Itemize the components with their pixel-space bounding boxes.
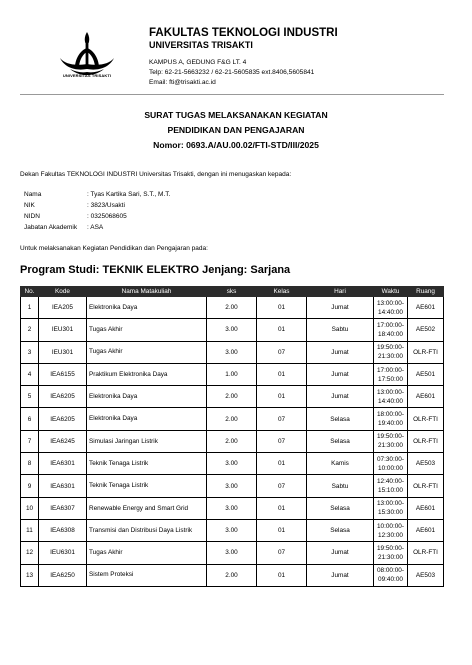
cell-nama: Sistem Proteksi (87, 564, 207, 586)
cell-waktu (374, 564, 408, 586)
schedule-body (21, 297, 444, 587)
col-header-nama: Nama Matakuliah (87, 287, 207, 297)
address: KAMPUS A, GEDUNG F&G LT. 4 (149, 59, 247, 66)
intro-text: Dekan Fakultas TEKNOLOGI INDUSTRI Universitas Trisakti, dengan ini menugaskan kepada: (20, 171, 292, 178)
cell-sks: 3.00 (207, 475, 257, 497)
cell-kode: IEA6205 (39, 408, 87, 430)
document-number: Nomor: 0693.A/AU.00.02/FTI-STD/III/2025 (153, 140, 319, 150)
cell-nama: Praktikum Elektronika Daya (87, 363, 207, 385)
cell-ruang: AE601 (408, 497, 444, 519)
faculty-name: FAKULTAS TEKNOLOGI INDUSTRI (149, 27, 338, 39)
cell-kelas: 01 (257, 497, 307, 519)
cell-hari: Selasa (307, 519, 374, 541)
schedule-table (20, 286, 444, 587)
waktu-mulai: 08:00:00- (376, 567, 404, 575)
waktu-selesai: 21:30:00 (378, 353, 403, 361)
waktu-mulai: 13:00:00- (376, 500, 404, 508)
cell-hari: Jumat (307, 386, 374, 408)
col-header-no: No. (21, 287, 39, 297)
cell-kode: IEU301 (39, 341, 87, 363)
cell-hari: Selasa (307, 497, 374, 519)
table-row (21, 519, 444, 541)
cell-kode: IEA6250 (39, 564, 87, 586)
logo-caption: UNIVERSITAS TRISAKTI (62, 73, 112, 78)
cell-no: 3 (21, 341, 39, 363)
cell-kode: IEA6301 (39, 453, 87, 475)
header-divider (20, 94, 444, 95)
col-header-kode: Kode (39, 287, 87, 297)
cell-sks: 2.00 (207, 408, 257, 430)
cell-waktu (374, 341, 408, 363)
cell-hari: Sabtu (307, 475, 374, 497)
document-title: SURAT TUGAS MELAKSANAKAN KEGIATAN (144, 110, 328, 120)
col-header-sks: sks (207, 287, 257, 297)
cell-kelas: 01 (257, 519, 307, 541)
waktu-mulai: 10:00:00- (376, 522, 404, 530)
document-subtitle: PENDIDIKAN DAN PENGAJARAN (167, 125, 305, 135)
cell-waktu (374, 408, 408, 430)
university-name: UNIVERSITAS TRISAKTI (149, 40, 253, 50)
cell-kelas: 07 (257, 408, 307, 430)
cell-no: 10 (21, 497, 39, 519)
cell-no: 2 (21, 319, 39, 341)
cell-kelas: 01 (257, 453, 307, 475)
table-row (21, 564, 444, 586)
cell-no: 6 (21, 408, 39, 430)
waktu-selesai: 21:30:00 (378, 442, 403, 450)
field-nama (24, 191, 170, 198)
cell-kode: IEA6245 (39, 430, 87, 452)
table-row (21, 497, 444, 519)
cell-nama: Elektronika Daya (87, 297, 207, 319)
cell-ruang: AE501 (408, 363, 444, 385)
cell-hari: Sabtu (307, 319, 374, 341)
cell-nama: Tugas Akhir (87, 542, 207, 564)
waktu-mulai: 17:00:00- (376, 321, 404, 329)
field-value: : ASA (87, 224, 104, 231)
waktu-mulai: 19:50:00- (376, 344, 404, 352)
cell-kode: IEA6301 (39, 475, 87, 497)
table-row (21, 453, 444, 475)
cell-hari: Jumat (307, 297, 374, 319)
cell-sks: 2.00 (207, 386, 257, 408)
waktu-mulai: 19:50:00- (376, 433, 404, 441)
col-header-waktu: Waktu (374, 287, 408, 297)
cell-no: 8 (21, 453, 39, 475)
cell-sks: 3.00 (207, 542, 257, 564)
cell-sks: 3.00 (207, 341, 257, 363)
table-row (21, 475, 444, 497)
waktu-selesai: 14:40:00 (378, 308, 403, 316)
cell-waktu (374, 519, 408, 541)
cell-waktu (374, 297, 408, 319)
cell-no: 9 (21, 475, 39, 497)
purpose-text: Untuk melaksanakan Kegiatan Pendidikan dan Pengajaran pada: (20, 245, 208, 252)
cell-kelas: 07 (257, 341, 307, 363)
cell-hari: Jumat (307, 542, 374, 564)
cell-ruang: AE502 (408, 319, 444, 341)
cell-sks: 3.00 (207, 319, 257, 341)
waktu-mulai: 19:50:00- (376, 544, 404, 552)
waktu-selesai: 21:30:00 (378, 553, 403, 561)
waktu-mulai: 13:00:00- (376, 299, 404, 307)
waktu-selesai: 18:40:00 (378, 330, 403, 338)
cell-sks: 3.00 (207, 497, 257, 519)
table-row (21, 319, 444, 341)
col-header-kelas: Kelas (257, 287, 307, 297)
cell-kode: IEA6155 (39, 363, 87, 385)
table-row (21, 408, 444, 430)
cell-no: 7 (21, 430, 39, 452)
field-nidn (24, 213, 127, 220)
cell-no: 5 (21, 386, 39, 408)
cell-kelas: 07 (257, 475, 307, 497)
cell-kelas: 07 (257, 430, 307, 452)
cell-ruang: OLR-FTI (408, 408, 444, 430)
cell-kelas: 01 (257, 564, 307, 586)
table-row (21, 430, 444, 452)
cell-no: 11 (21, 519, 39, 541)
cell-hari: Jumat (307, 341, 374, 363)
cell-waktu (374, 453, 408, 475)
cell-ruang: AE601 (408, 386, 444, 408)
waktu-selesai: 15:10:00 (378, 487, 403, 495)
cell-hari: Jumat (307, 363, 374, 385)
field-label: NIDN (24, 213, 40, 220)
cell-hari: Selasa (307, 408, 374, 430)
cell-nama: Tugas Akhir (87, 341, 207, 363)
cell-hari: Selasa (307, 430, 374, 452)
table-header-row (21, 287, 444, 297)
cell-kelas: 01 (257, 363, 307, 385)
cell-sks: 3.00 (207, 519, 257, 541)
cell-kelas: 01 (257, 319, 307, 341)
cell-ruang: AE503 (408, 564, 444, 586)
table-row (21, 297, 444, 319)
cell-ruang: AE601 (408, 519, 444, 541)
col-header-ruang: Ruang (408, 287, 444, 297)
col-header-hari: Hari (307, 287, 374, 297)
field-nik (24, 202, 125, 209)
cell-waktu (374, 475, 408, 497)
field-label: Jabatan Akademik (24, 224, 78, 231)
table-row (21, 363, 444, 385)
waktu-selesai: 14:40:00 (378, 397, 403, 405)
cell-kode: IEA205 (39, 297, 87, 319)
waktu-mulai: 13:00:00- (376, 388, 404, 396)
cell-kode: IEU6301 (39, 542, 87, 564)
cell-no: 1 (21, 297, 39, 319)
cell-sks: 3.00 (207, 453, 257, 475)
cell-nama: Simulasi Jaringan Listrik (87, 430, 207, 452)
cell-nama: Renewable Energy and Smart Grid (87, 497, 207, 519)
cell-ruang: OLR-FTI (408, 430, 444, 452)
cell-no: 13 (21, 564, 39, 586)
cell-sks: 2.00 (207, 297, 257, 319)
cell-sks: 2.00 (207, 564, 257, 586)
waktu-mulai: 18:00:00- (376, 411, 404, 419)
cell-waktu (374, 386, 408, 408)
waktu-selesai: 10:00:00 (378, 464, 403, 472)
field-value: : Tyas Kartika Sari, S.T., M.T. (87, 191, 171, 198)
field-value: : 3823/Usakti (87, 202, 125, 209)
cell-nama: Teknik Tenaga Listrik (87, 475, 207, 497)
cell-kode: IEA6307 (39, 497, 87, 519)
phone: Telp: 62-21-5663232 / 62-21-5605835 ext.8406,5605841 (149, 69, 315, 76)
waktu-mulai: 12:40:00- (376, 478, 404, 486)
cell-sks: 1.00 (207, 363, 257, 385)
cell-sks: 2.00 (207, 430, 257, 452)
table-row (21, 341, 444, 363)
waktu-selesai: 17:50:00 (378, 375, 403, 383)
cell-no: 12 (21, 542, 39, 564)
cell-kelas: 07 (257, 542, 307, 564)
cell-kelas: 01 (257, 386, 307, 408)
cell-nama: Elektronika Daya (87, 408, 207, 430)
cell-waktu (374, 319, 408, 341)
cell-nama: Elektronika Daya (87, 386, 207, 408)
cell-ruang: AE601 (408, 297, 444, 319)
field-label: NIK (24, 202, 35, 209)
field-label: Nama (24, 191, 42, 198)
cell-nama: Transmisi dan Distribusi Daya Listrik (87, 519, 207, 541)
cell-hari: Kamis (307, 453, 374, 475)
cell-kode: IEU301 (39, 319, 87, 341)
cell-nama: Tugas Akhir (87, 319, 207, 341)
waktu-selesai: 19:40:00 (378, 420, 403, 428)
waktu-mulai: 17:00:00- (376, 366, 404, 374)
table-row (21, 386, 444, 408)
cell-ruang: AE503 (408, 453, 444, 475)
cell-kode: IEA6205 (39, 386, 87, 408)
cell-waktu (374, 430, 408, 452)
cell-ruang: OLR-FTI (408, 341, 444, 363)
waktu-selesai: 15:30:00 (378, 509, 403, 517)
cell-waktu (374, 363, 408, 385)
cell-no: 4 (21, 363, 39, 385)
cell-kode: IEA6308 (39, 519, 87, 541)
cell-kelas: 01 (257, 297, 307, 319)
cell-waktu (374, 497, 408, 519)
table-row (21, 542, 444, 564)
cell-waktu (374, 542, 408, 564)
program-title: Program Studi: TEKNIK ELEKTRO Jenjang: Sarjana (20, 264, 291, 276)
cell-nama: Teknik Tenaga Listrik (87, 453, 207, 475)
waktu-selesai: 09:40:00 (378, 576, 403, 584)
cell-ruang: OLR-FTI (408, 475, 444, 497)
email: Email: fti@trisakti.ac.id (149, 79, 216, 86)
cell-ruang: OLR-FTI (408, 542, 444, 564)
field-value: : 0325068605 (87, 213, 127, 220)
cell-hari: Jumat (307, 564, 374, 586)
field-jabatan (24, 224, 103, 231)
waktu-mulai: 07:30:00- (376, 455, 404, 463)
waktu-selesai: 12:30:00 (378, 531, 403, 539)
